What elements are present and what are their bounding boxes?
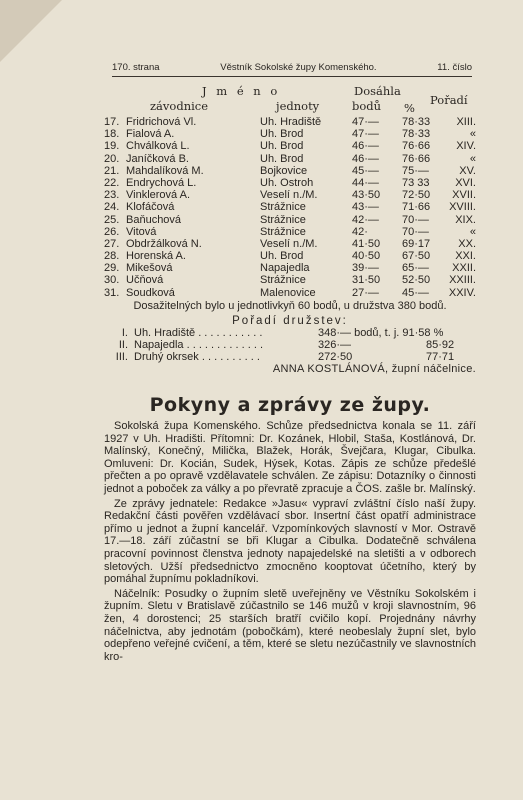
- article-paragraph: Náčelník: Posudky o župním sletě uveřejněny ve Věstníku Sokolském i župním. Sletu v Bratislavě zúčastnilo se 146 mužů v kroji slavnostním, 96 žen, 4 dorostenci; 25 starších bratří cvičilo kopí. Projednány návrhy náčelnictva, aby jednotám (pobočkám), které neobeslaly župní slet, bylo odepřeno veřejné cvičení, a těm, které se sletu nezúčastnily ve slavnostních kro-: [104, 587, 476, 663]
- percent: 72·50: [402, 189, 431, 202]
- rank: XXI.: [455, 250, 476, 263]
- article-paragraph: Sokolská župa Komenského. Schůze předsednictva konala se 11. září 1927 v Uh. Hradišti. Přítomni: Dr. Kozánek, Hlobil, Staša, Kostlánová, Dr. Malínský, Konečný, Milička, Blažek, Horák, Švejčara, Klugar, Cibulka. Omluveni: Dr. Kocián, Sudek, Hýsek, Kotas. Zápis ze schůze předešlé přečten a po opravě vzdělavatele schválen. Ze zápisu: Dotazníky o činnosti jednot a poboček za války a po převratě zpracuje a ČOS. zašle br. Malínský.: [104, 420, 476, 495]
- col-dosahla: Dosáhla: [354, 84, 401, 98]
- rank: «: [469, 152, 476, 165]
- team-row: [104, 339, 476, 351]
- article-heading: Pokyny a zprávy ze župy.: [149, 394, 431, 416]
- table-row: [104, 177, 476, 189]
- table-row: [104, 116, 476, 128]
- issue-number: 11. číslo: [437, 62, 472, 73]
- row-number: 17.: [104, 116, 120, 128]
- journal-title: Věstník Sokolské župy Komenského.: [220, 62, 377, 73]
- rank: XIX.: [455, 213, 476, 226]
- competitor-name: Soudková: [126, 286, 175, 299]
- col-pct: %: [404, 101, 415, 115]
- rank: XIV.: [456, 140, 476, 153]
- page-number: 170. strana: [112, 62, 160, 73]
- percent: 73 33: [402, 176, 430, 189]
- rank: XVI.: [455, 176, 476, 189]
- table-row: [104, 140, 476, 152]
- article-body: [104, 420, 476, 663]
- row-number: 30.: [104, 274, 120, 287]
- unit-name: Bojkovice: [260, 164, 308, 177]
- row-number: 22.: [104, 176, 120, 189]
- percent: 70·—: [402, 213, 429, 226]
- rank: XX.: [458, 237, 476, 250]
- rank: XXIII.: [449, 274, 476, 287]
- points: 31·50: [352, 274, 381, 287]
- rank: «: [469, 225, 476, 238]
- rank: XVIII.: [449, 201, 476, 214]
- unit-name: Strážnice: [260, 213, 306, 226]
- competitor-name: Vitová: [126, 225, 157, 238]
- table-summary: Dosažitelných bylo u jednotlivkyň 60 bodů, u družstva 380 bodů.: [133, 299, 447, 312]
- table-row: [104, 287, 476, 299]
- col-jednoty: jednoty: [276, 99, 320, 113]
- competitor-name: Chválková L.: [126, 140, 190, 153]
- table-row: [104, 128, 476, 140]
- competitor-name: Obdržálková N.: [126, 237, 202, 250]
- row-number: 28.: [104, 250, 120, 263]
- table-row: [104, 262, 476, 274]
- col-poradi: Pořadí: [430, 93, 468, 107]
- points: 42·—: [352, 213, 379, 226]
- rank: XIII.: [456, 116, 476, 128]
- rank: XXII.: [452, 262, 476, 275]
- points: 42·: [352, 225, 368, 238]
- table-body: [104, 116, 476, 299]
- competitor-name: Horenská A.: [126, 250, 186, 263]
- percent: 65·—: [402, 262, 429, 275]
- points: 43·—: [352, 201, 379, 214]
- table-row: [104, 153, 476, 165]
- folded-corner: [0, 0, 62, 62]
- unit-name: Uh. Brod: [260, 140, 304, 153]
- table-row: [104, 226, 476, 238]
- unit-name: Uh. Brod: [260, 128, 304, 141]
- row-number: 23.: [104, 189, 120, 202]
- team-points: 348·— bodů, t. j. 91·58 %: [318, 326, 444, 339]
- team-rank: II.: [118, 339, 128, 351]
- unit-name: Uh. Brod: [260, 250, 304, 263]
- unit-name: Napajedla: [260, 262, 310, 275]
- percent: 52·50: [402, 274, 431, 287]
- table-row: [104, 214, 476, 226]
- row-number: 29.: [104, 262, 120, 275]
- unit-name: Strážnice: [260, 274, 306, 287]
- team-name: Napajedla . . . . . . . . . . . . .: [134, 339, 263, 351]
- col-jmeno: J m é n o: [202, 84, 281, 98]
- col-zavodnice: závodnice: [150, 99, 209, 113]
- team-row: [104, 351, 476, 363]
- team-points: 272·50: [318, 351, 353, 364]
- unit-name: Malenovice: [260, 286, 316, 299]
- team-rank: I.: [121, 326, 128, 339]
- percent: 71·66: [402, 201, 431, 214]
- signature: ANNA KOSTLÁNOVÁ, župní náčelnice.: [272, 363, 476, 376]
- row-number: 25.: [104, 213, 120, 226]
- col-bodu: bodů: [352, 99, 382, 113]
- table-row: [104, 201, 476, 213]
- row-number: 27.: [104, 237, 120, 250]
- percent: 78·33: [402, 116, 431, 128]
- team-ranking-list: [104, 327, 476, 364]
- unit-name: Strážnice: [260, 201, 306, 214]
- points: 41·50: [352, 237, 381, 250]
- points: 43·50: [352, 189, 381, 202]
- row-number: 19.: [104, 140, 120, 153]
- rank: XV.: [459, 164, 476, 177]
- running-header: [112, 62, 472, 77]
- table-row: [104, 189, 476, 201]
- table-row: [104, 238, 476, 250]
- table-row: [104, 274, 476, 286]
- unit-name: Uh. Hradiště: [260, 116, 322, 128]
- points: 46·—: [352, 152, 379, 165]
- points: 47·—: [352, 128, 379, 141]
- percent: 76·66: [402, 140, 431, 153]
- unit-name: Uh. Ostroh: [260, 176, 314, 189]
- rank: «: [469, 128, 476, 141]
- team-ranking-title: Pořadí družstev:: [232, 314, 348, 327]
- percent: 69·17: [402, 237, 431, 250]
- row-number: 20.: [104, 152, 120, 165]
- percent: 45·—: [402, 286, 429, 299]
- points: 46·—: [352, 140, 379, 153]
- team-name: Druhý okrsek . . . . . . . . . .: [134, 351, 260, 364]
- team-rank: III.: [115, 351, 128, 364]
- competitor-name: Vinklerová A.: [126, 189, 191, 202]
- rank: XVII.: [452, 189, 476, 202]
- results-table: [104, 84, 476, 375]
- percent: 75·—: [402, 164, 429, 177]
- competitor-name: Baňuchová: [126, 213, 182, 226]
- table-row: [104, 250, 476, 262]
- row-number: 21.: [104, 164, 120, 177]
- team-row: [104, 327, 476, 339]
- unit-name: Uh. Brod: [260, 152, 304, 165]
- points: 47·—: [352, 116, 379, 128]
- points: 39·—: [352, 262, 379, 275]
- row-number: 18.: [104, 128, 120, 141]
- row-number: 26.: [104, 225, 120, 238]
- table-row: [104, 165, 476, 177]
- row-number: 24.: [104, 201, 120, 214]
- unit-name: Veselí n./M.: [260, 237, 318, 250]
- points: 27·—: [352, 286, 379, 299]
- competitor-name: Mahdalíková M.: [126, 164, 204, 177]
- unit-name: Strážnice: [260, 225, 306, 238]
- article-paragraph: Ze zprávy jednatele: Redakce »Jasu« vypraví zvláštní číslo naší župy. Redakční části pověřen vzdělávací sbor. Insertní část opatří administrace přímo u jednot a župní kancelář. Vzpomínkových slavností v Mor. Ostravě 17.—18. září zúčastní se bři Klugar a Cibulka. Dodatečně schválena pracovní povinnost členstva jednoty napajedelské na sletišti a v odborech sletových. Užší předsednictvo zmocněno kooptovat účetního, který by pomáhal župnímu pokladníkovi.: [104, 497, 476, 586]
- competitor-name: Fialová A.: [126, 128, 175, 141]
- row-number: 31.: [104, 286, 120, 299]
- competitor-name: Mikešová: [126, 262, 173, 275]
- percent: 67·50: [402, 250, 431, 263]
- competitor-name: Učňová: [126, 274, 164, 287]
- percent: 70·—: [402, 225, 429, 238]
- points: 40·50: [352, 250, 381, 263]
- competitor-name: Endrychová L.: [126, 176, 197, 189]
- competitor-name: Fridrichová Vl.: [126, 116, 197, 128]
- team-name: Uh. Hradiště . . . . . . . . . . .: [134, 326, 263, 339]
- competitor-name: Klofáčová: [126, 201, 175, 214]
- points: 44·—: [352, 176, 379, 189]
- team-percent: 77·71: [426, 351, 455, 364]
- team-points: 326·—: [318, 339, 352, 351]
- rank: XXIV.: [448, 286, 476, 299]
- percent: 78·33: [402, 128, 431, 141]
- unit-name: Veselí n./M.: [260, 189, 318, 202]
- points: 45·—: [352, 164, 379, 177]
- team-percent: 85·92: [426, 339, 455, 351]
- competitor-name: Janíčková B.: [126, 152, 189, 165]
- table-header: [104, 84, 476, 116]
- percent: 76·66: [402, 152, 431, 165]
